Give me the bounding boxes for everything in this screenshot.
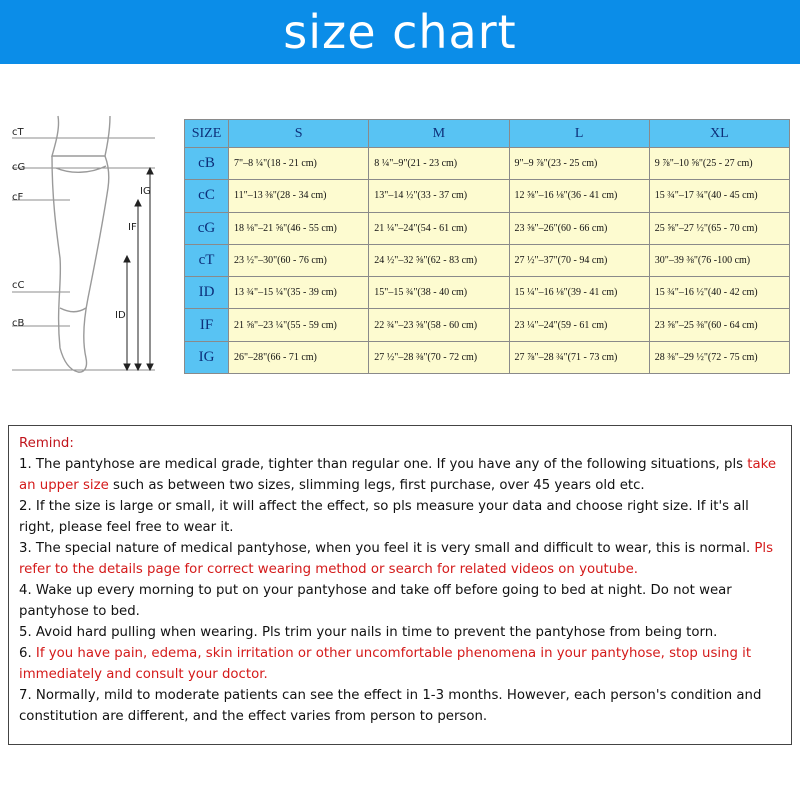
table-cell: 18 ⅛"–21 ⅝"(46 - 55 cm) <box>229 212 369 244</box>
remind-item <box>19 538 781 580</box>
table-row <box>185 341 790 373</box>
table-cell: 9 ⅞"–10 ⅝"(25 - 27 cm) <box>649 148 789 180</box>
label-IG: IG <box>140 186 151 197</box>
table-cell: 23 ¼"–24"(59 - 61 cm) <box>509 309 649 341</box>
table-cell: 15 ¼"–16 ⅛"(39 - 41 cm) <box>509 277 649 309</box>
remind-text: such as between two sizes, slimming legs, first purchase, over 45 years old etc. <box>108 478 645 493</box>
size-table <box>184 119 790 374</box>
table-cell: 12 ⅝"–16 ⅛"(36 - 41 cm) <box>509 180 649 212</box>
label-IF: IF <box>128 222 137 233</box>
table-row <box>185 148 790 180</box>
header-l: L <box>509 120 649 148</box>
table-row <box>185 212 790 244</box>
table-cell: 8 ¼"–9"(21 - 23 cm) <box>369 148 509 180</box>
table-cell: 7"–8 ¼"(18 - 21 cm) <box>229 148 369 180</box>
table-cell: 24 ½"–32 ⅝"(62 - 83 cm) <box>369 244 509 276</box>
remind-item <box>19 580 781 622</box>
header-size: SIZE <box>185 120 229 148</box>
row-label-id: ID <box>185 277 229 309</box>
table-cell: 27 ½"–37"(70 - 94 cm) <box>509 244 649 276</box>
remind-text: 5. Avoid hard pulling when wearing. Pls trim your nails in time to prevent the pantyhose from being torn. <box>19 625 718 640</box>
label-cF: cF <box>12 192 24 203</box>
table-cell: 11"–13 ⅜"(28 - 34 cm) <box>229 180 369 212</box>
label-cC: cC <box>12 280 25 291</box>
table-cell: 28 ⅜"–29 ½"(72 - 75 cm) <box>649 341 789 373</box>
table-cell: 13 ¾"–15 ¼"(35 - 39 cm) <box>229 277 369 309</box>
table-cell: 30"–39 ⅜"(76 -100 cm) <box>649 244 789 276</box>
remind-item <box>19 496 781 538</box>
table-cell: 23 ½"–30"(60 - 76 cm) <box>229 244 369 276</box>
table-cell: 9"–9 ⅞"(23 - 25 cm) <box>509 148 649 180</box>
remind-text: 4. Wake up every morning to put on your pantyhose and take off before going to bed at night. Do not wear pantyhose to bed. <box>19 583 732 619</box>
label-cG: cG <box>12 162 26 173</box>
table-cell: 22 ¾"–23 ⅝"(58 - 60 cm) <box>369 309 509 341</box>
remind-text: 1. The pantyhose are medical grade, tighter than regular one. If you have any of the following situations, pls <box>19 457 748 472</box>
header-s: S <box>229 120 369 148</box>
page-title: size chart <box>283 5 517 59</box>
remind-text: 7. Normally, mild to moderate patients can see the effect in 1-3 months. However, each person's condition and constitution are different, and the effect varies from person to person. <box>19 688 762 724</box>
table-row <box>185 277 790 309</box>
remind-highlight-text: take an upper size <box>19 457 777 493</box>
row-label-ct: cT <box>185 244 229 276</box>
header-m: M <box>369 120 509 148</box>
label-ID: ID <box>115 310 126 321</box>
header-xl: XL <box>649 120 789 148</box>
table-cell: 15 ¾"–17 ¾"(40 - 45 cm) <box>649 180 789 212</box>
table-cell: 15"–15 ¾"(38 - 40 cm) <box>369 277 509 309</box>
row-label-cc: cC <box>185 180 229 212</box>
table-cell: 23 ⅝"–25 ⅜"(60 - 64 cm) <box>649 309 789 341</box>
remind-title: Remind: <box>19 436 74 451</box>
table-cell: 27 ⅞"–28 ¾"(71 - 73 cm) <box>509 341 649 373</box>
remind-highlight-text: If you have pain, edema, skin irritation or other uncomfortable phenomena in your pantyhose, stop using it immediately and consult your doctor. <box>19 646 752 682</box>
title-banner <box>0 0 800 64</box>
table-header-row <box>185 120 790 148</box>
remind-item <box>19 685 781 727</box>
remind-text: 6. <box>19 646 36 661</box>
label-cT: cT <box>12 127 24 138</box>
remind-text: 3. The special nature of medical pantyhose, when you feel it is very small and difficult to wear, this is normal. <box>19 541 755 556</box>
table-cell: 25 ⅝"–27 ½"(65 - 70 cm) <box>649 212 789 244</box>
leg-measurement-diagram <box>0 108 175 380</box>
row-label-cb: cB <box>185 148 229 180</box>
label-cB: cB <box>12 318 25 329</box>
table-row <box>185 309 790 341</box>
row-label-if: IF <box>185 309 229 341</box>
table-row <box>185 180 790 212</box>
table-cell: 15 ¾"–16 ½"(40 - 42 cm) <box>649 277 789 309</box>
table-cell: 13"–14 ½"(33 - 37 cm) <box>369 180 509 212</box>
remind-list <box>19 454 781 727</box>
table-cell: 21 ¼"–24"(54 - 61 cm) <box>369 212 509 244</box>
remind-item <box>19 622 781 643</box>
table-cell: 23 ⅝"–26"(60 - 66 cm) <box>509 212 649 244</box>
remind-item <box>19 454 781 496</box>
table-row <box>185 244 790 276</box>
table-cell: 26"–28"(66 - 71 cm) <box>229 341 369 373</box>
remind-highlight-text: Pls refer to the details page for correct wearing method or search for related videos on youtube. <box>19 541 774 577</box>
remind-box <box>8 425 792 745</box>
remind-item <box>19 643 781 685</box>
table-cell: 21 ⅝"–23 ¼"(55 - 59 cm) <box>229 309 369 341</box>
remind-text: 2. If the size is large or small, it will affect the effect, so pls measure your data and choose right size. If it's all right, please feel free to wear it. <box>19 499 749 535</box>
row-label-ig: IG <box>185 341 229 373</box>
table-cell: 27 ½"–28 ⅜"(70 - 72 cm) <box>369 341 509 373</box>
row-label-cg: cG <box>185 212 229 244</box>
